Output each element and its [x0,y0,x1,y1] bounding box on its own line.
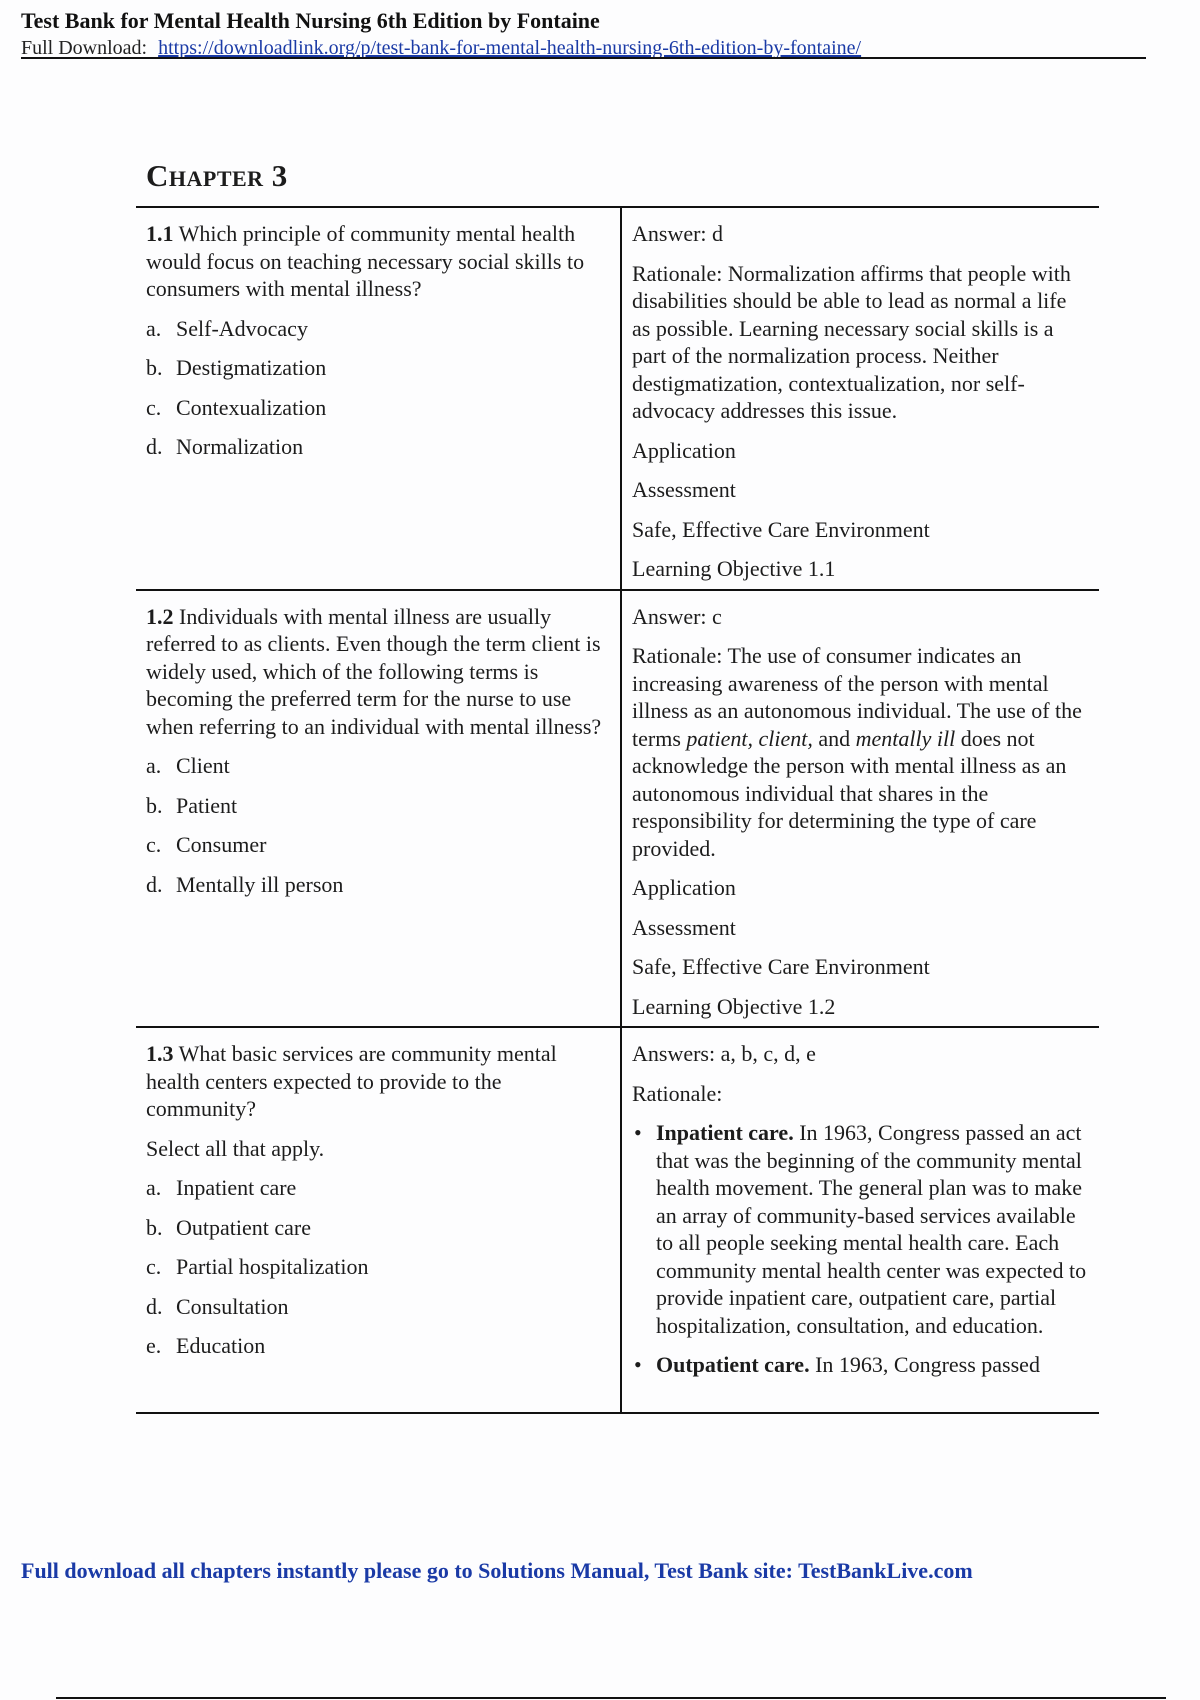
chapter-heading: Chapter 3 [146,158,288,193]
cognitive-level: Application [632,437,736,463]
question-row [136,207,1099,590]
answer: Answer: c [632,603,722,629]
question-cell [136,207,621,590]
option-text: Outpatient care [176,1214,311,1240]
rationale-term: patient, client, [686,725,813,751]
option [146,1332,610,1360]
answer-cell [621,590,1099,1028]
question-text: Which principle of community mental health would focus on teaching necessary social skills to consumers with mental illness? [146,221,585,301]
option [146,315,610,343]
option-text: Inpatient care [176,1175,297,1200]
download-link[interactable]: https://downloadlink.org/p/test-bank-for-mental-health-nursing-6th-edition-by-fontaine/ [158,37,862,59]
option-text: Education [176,1333,266,1358]
option [146,752,610,780]
option-text: Patient [176,792,238,818]
question-number: 1.1 [146,221,174,246]
option-text: Mentally ill person [176,871,344,897]
option [146,354,610,382]
option-label: d. [146,1293,163,1319]
rationale-term: mentally ill [855,725,956,751]
option [146,1253,610,1281]
document-title: Test Bank for Mental Health Nursing 6th Edition by Fontaine [21,8,600,33]
learning-objective: Learning Objective 1.1 [632,556,836,581]
cognitive-level: Application [632,875,736,900]
option [146,394,610,422]
rationale: Rationale: Normalization affirms that people with disabilities should be able to lead as normal a life as possible. Learning necessary social skills is a part of the normalization process. Neither destigmatization, contextualization, nor self-advocacy addresses this issue. [632,260,1071,423]
option-label: b. [146,1214,163,1240]
rationale-label: Rationale: [632,1080,723,1106]
option [146,831,610,859]
question-cell [136,1027,621,1413]
answer-cell [621,1027,1099,1413]
option-label: c. [146,1254,162,1279]
question-number: 1.3 [146,1041,174,1066]
answer: Answers: a, b, c, d, e [632,1041,816,1066]
option-label: a. [146,1175,162,1200]
question-stem [146,603,610,741]
option [146,792,610,820]
bullet-heading: Inpatient care. [656,1120,794,1145]
option-label: d. [146,871,163,897]
answer-cell [621,207,1099,590]
rationale-text: and [812,725,856,751]
option-label: a. [146,753,162,778]
footer-promo-link[interactable]: Full download all chapters instantly please go to Solutions Manual, Test Bank site: TestBankLive.com [21,1558,973,1583]
option-label: c. [146,832,162,857]
nursing-process: Assessment [632,477,736,502]
bullet-text: In 1963, Congress passed an act that was the beginning of the community mental health movement. The general plan was to make an array of community-based services available to all people seeking mental health care. Each community mental health center was expected to provide inpatient care, outpatient care, partial hospitalization, consultation, and education. [656,1120,1087,1338]
question-row [136,590,1099,1028]
option-text: Consultation [176,1293,289,1319]
option-label: e. [146,1333,162,1358]
rationale-bullet [632,1119,1089,1339]
learning-objective: Learning Objective 1.2 [632,993,836,1019]
client-need: Safe, Effective Care Environment [632,954,930,979]
option-text: Contexualization [176,394,327,420]
question-stem [146,220,610,303]
option-text: Client [176,753,230,778]
option-label: b. [146,792,163,818]
header-divider [21,57,1146,59]
question-text: Individuals with mental illness are usually referred to as clients. Even though the term client is widely used, which of the following terms is becoming the preferred term for the nurse to use when referring to an individual with mental illness? [146,603,602,739]
question-row [136,1027,1099,1413]
option-text: Self-Advocacy [176,315,308,341]
rationale-text: Rationale: The use of consumer indicates an increasing awareness of the person with mental illness as an autonomous individual. The use of the terms [632,643,1082,751]
option-label: a. [146,315,162,341]
option-text: Normalization [176,434,304,459]
select-all-instruction: Select all that apply. [146,1135,325,1161]
question-stem [146,1040,610,1123]
bullet-heading: Outpatient care. [656,1352,810,1377]
option-text: Consumer [176,832,267,857]
rationale-bullet [632,1351,1089,1379]
answer: Answer: d [632,221,724,246]
rationale-bullets [632,1119,1089,1379]
option [146,1174,610,1202]
footer-divider [56,1697,1166,1699]
question-table [136,206,1099,1414]
rationale [632,642,1089,862]
option-text: Partial hospitalization [176,1254,369,1279]
option [146,1214,610,1242]
download-prefix: Full Download: [21,37,148,59]
option [146,871,610,899]
bullet-text: In 1963, Congress passed [809,1352,1040,1377]
question-text: What basic services are community mental health centers expected to provide to the community? [146,1041,557,1121]
option [146,433,610,461]
option [146,1293,610,1321]
option-label: c. [146,394,162,420]
option-label: b. [146,355,163,380]
nursing-process: Assessment [632,914,736,940]
client-need: Safe, Effective Care Environment [632,516,930,542]
rationale-text: does not acknowledge the person with mental illness as an autonomous individual that shares in the responsibility for determining the type of care provided. [632,725,1067,861]
option-label: d. [146,434,163,459]
question-cell [136,590,621,1028]
option-text: Destigmatization [176,355,327,380]
question-number: 1.2 [146,603,174,629]
